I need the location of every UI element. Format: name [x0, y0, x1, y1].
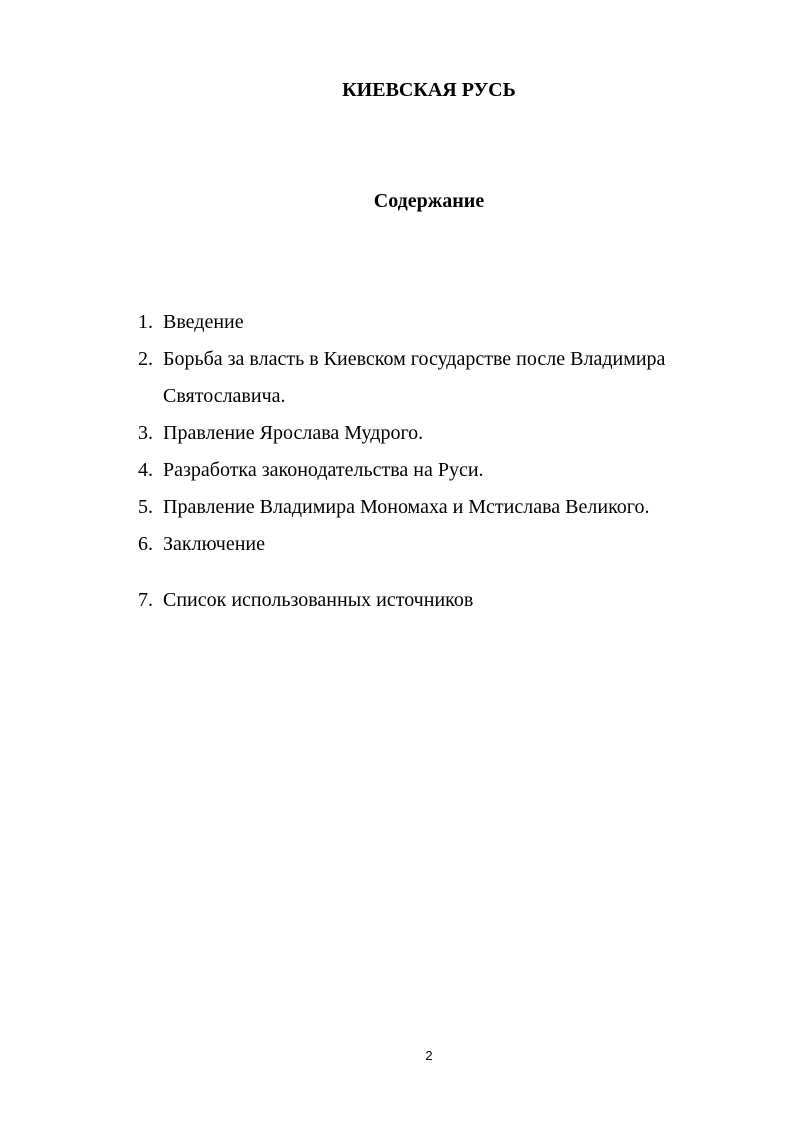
- toc-item-conclusion: [138, 526, 738, 563]
- toc-item-text: Борьба за власть в Киевском государстве после Владимира Святославича.: [163, 348, 666, 407]
- toc-item-monomakh-mstislav: [138, 489, 738, 526]
- toc-item-text: Разработка законодательства на Руси.: [163, 459, 484, 481]
- toc-item-number: 7.: [138, 589, 153, 611]
- toc-item-text: Правление Ярослава Мудрого.: [163, 422, 424, 444]
- table-of-contents: [138, 304, 738, 619]
- toc-item-number: 5.: [138, 496, 153, 518]
- page-number: 2: [425, 1048, 433, 1063]
- toc-item-number: 6.: [138, 533, 153, 555]
- contents-heading: Содержание: [373, 190, 485, 212]
- toc-item-sources: [138, 582, 738, 619]
- toc-item-introduction: [138, 304, 738, 341]
- toc-item-number: 3.: [138, 422, 153, 444]
- document-title: КИЕВСКАЯ РУСЬ: [342, 79, 516, 101]
- toc-item-legislation: [138, 452, 738, 489]
- toc-item-yaroslav-reign: [138, 415, 738, 452]
- toc-item-number: 2.: [138, 348, 153, 370]
- toc-item-text: Список использованных источников: [163, 589, 474, 611]
- toc-item-text: Заключение: [163, 533, 265, 555]
- toc-item-number: 4.: [138, 459, 153, 481]
- toc-item-text: Правление Владимира Мономаха и Мстислава Великого.: [163, 496, 650, 518]
- toc-item-power-struggle: [138, 341, 738, 415]
- toc-item-number: 1.: [138, 311, 153, 333]
- toc-item-text: Введение: [163, 311, 244, 333]
